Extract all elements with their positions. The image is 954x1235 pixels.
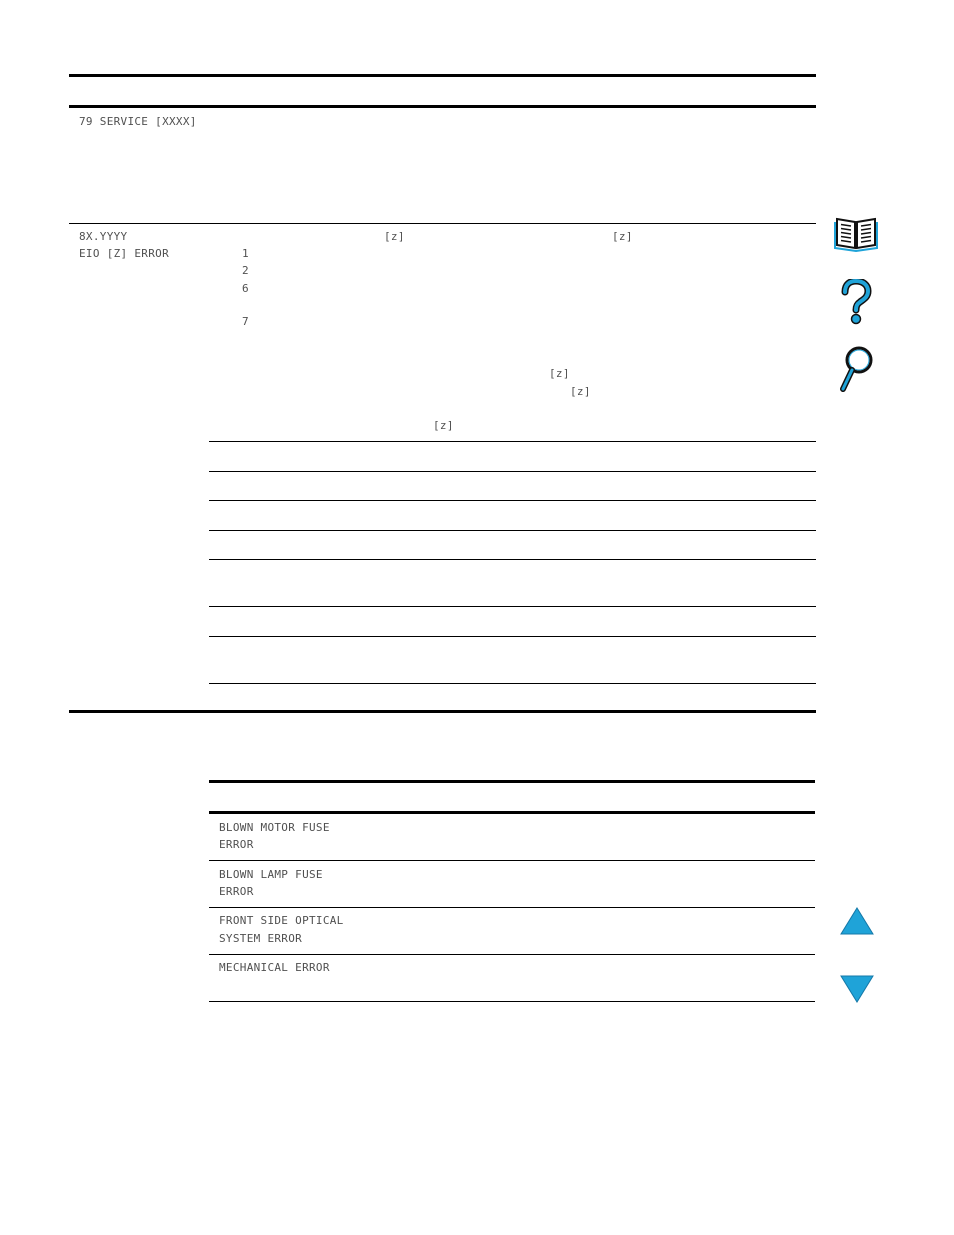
subtable-rule — [209, 441, 816, 442]
table1-row-divider — [69, 223, 816, 224]
subtable-rule — [209, 683, 816, 684]
table2-row-line1: BLOWN MOTOR FUSE — [219, 821, 330, 834]
table2-row-line2: ERROR — [219, 838, 254, 851]
table2-top-rule — [209, 780, 815, 783]
table2-row-divider — [209, 860, 815, 861]
page-down-icon[interactable] — [839, 974, 875, 1004]
table1-bottom-rule — [69, 710, 816, 713]
subtable-rule — [209, 606, 816, 607]
subtable-rule — [209, 471, 816, 472]
list-number: 6 — [242, 282, 249, 295]
table2-row-divider — [209, 954, 815, 955]
table2-row-divider — [209, 907, 815, 908]
z-mark: [z] — [570, 385, 591, 398]
list-number: 1 — [242, 247, 249, 260]
subtable-rule — [209, 530, 816, 531]
table1-top-rule — [69, 74, 816, 77]
row2-code-line2: EIO [Z] ERROR — [79, 247, 169, 260]
z-mark: [z] — [549, 367, 570, 380]
subtable-rule — [209, 559, 816, 560]
page-up-icon[interactable] — [839, 906, 875, 936]
subtable-rule — [209, 500, 816, 501]
row2-code-line1: 8X.YYYY — [79, 230, 128, 243]
help-icon[interactable] — [838, 279, 874, 325]
table2-row-line2: SYSTEM ERROR — [219, 932, 303, 945]
table2-row-line1: MECHANICAL ERROR — [219, 961, 330, 974]
list-number: 7 — [242, 315, 249, 328]
table2-bottom-rule — [209, 1001, 815, 1002]
search-icon[interactable] — [838, 345, 874, 393]
table2-row-line1: FRONT SIDE OPTICAL — [219, 914, 344, 927]
table2-row-line1: BLOWN LAMP FUSE — [219, 868, 323, 881]
table2-row-line2: ERROR — [219, 885, 254, 898]
book-icon[interactable] — [834, 214, 878, 252]
z-mark: [z] — [433, 419, 454, 432]
row1-code: 79 SERVICE [XXXX] — [79, 115, 197, 128]
subtable-rule — [209, 636, 816, 637]
z-mark: [z] — [384, 230, 405, 243]
table1-header-rule — [69, 105, 816, 108]
table2-header-rule — [209, 811, 815, 814]
z-mark: [z] — [612, 230, 633, 243]
list-number: 2 — [242, 264, 249, 277]
